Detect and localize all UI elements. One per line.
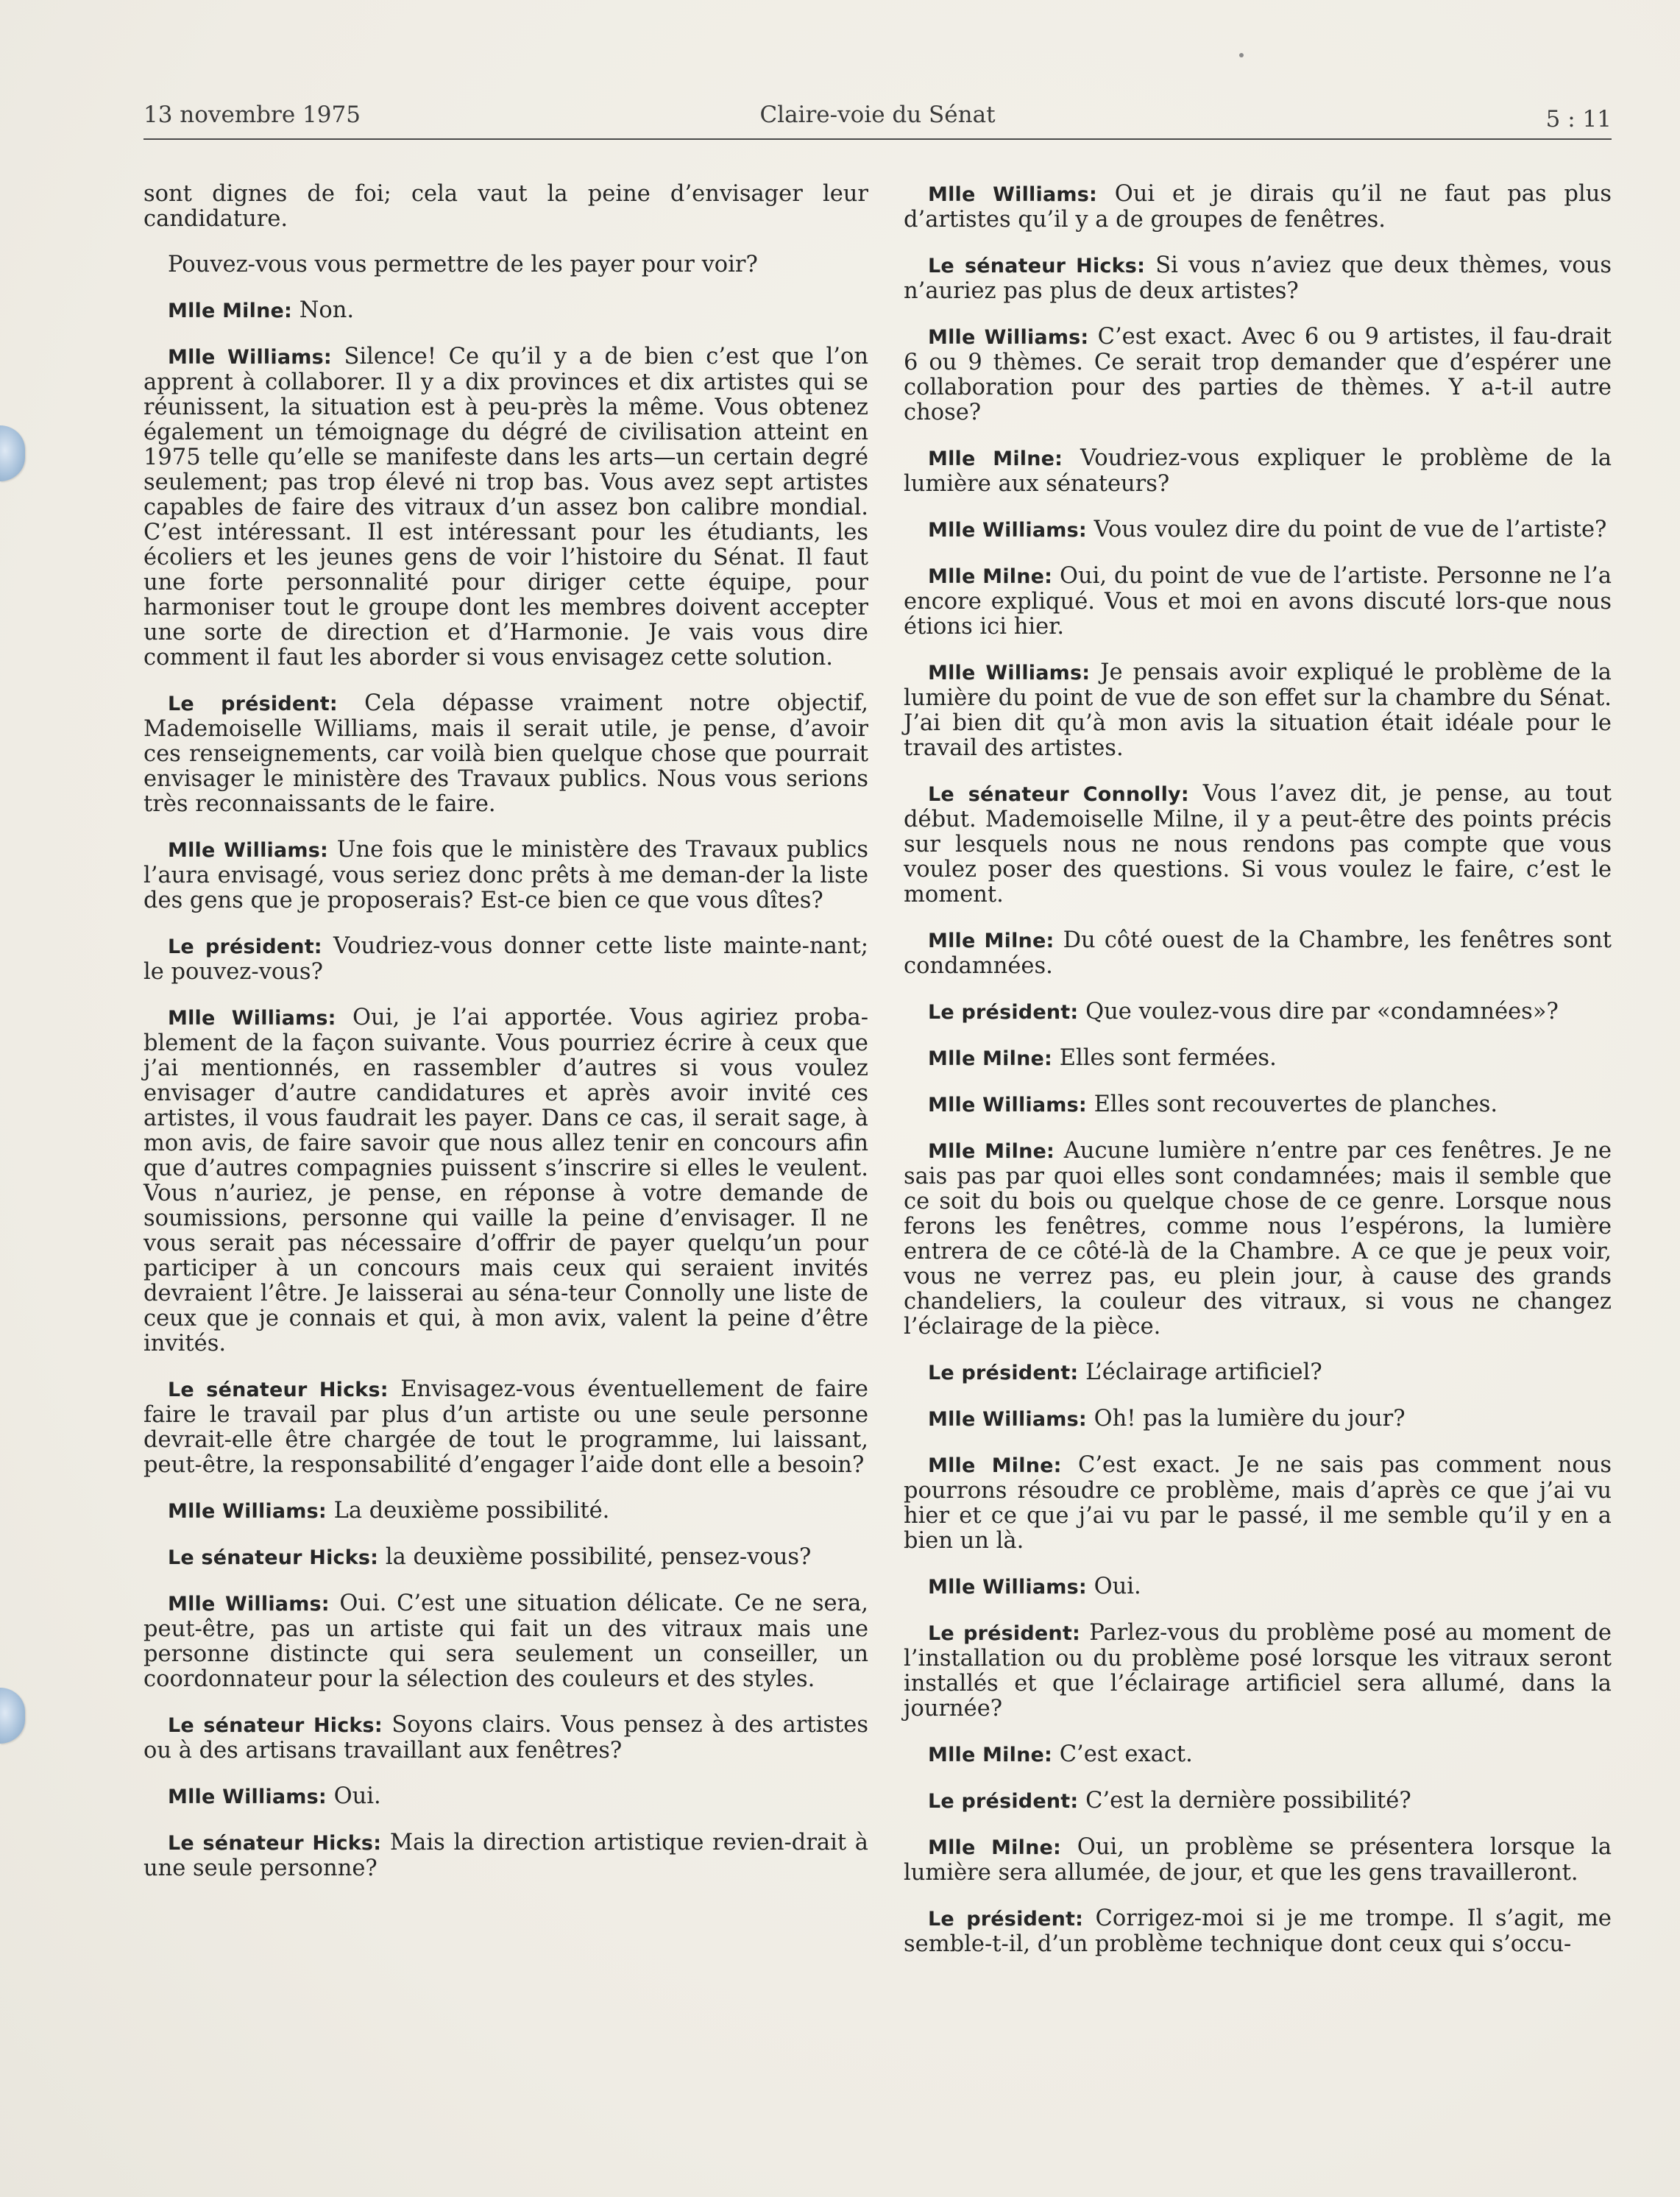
paragraph-text: Oui. xyxy=(1086,1574,1141,1599)
transcript-paragraph xyxy=(904,660,1612,761)
paragraph-text: Voudriez-vous expliquer le problème de la lumière aux sénateurs? xyxy=(904,445,1612,497)
paragraph-text: Si vous n’aviez que deux thèmes, vous n’auriez pas plus de deux artistes? xyxy=(904,252,1612,304)
paragraph-text: C’est exact. Avec 6 ou 9 artistes, il fau-drait 6 ou 9 thèmes. Ce serait trop demander que d’espérer une collaboration pour des parties de thèmes. Y a-t-il autre chose? xyxy=(904,324,1612,425)
speaker-name: Le sénateur Connolly: xyxy=(928,783,1189,806)
transcript-paragraph xyxy=(904,1139,1612,1340)
paragraph-text: Je pensais avoir expliqué le problème de la lumière du point de vue de son effet sur la chambre du Sénat. J’ai bien dit qu’à mon avis la situation était idéale pour le travail des artistes. xyxy=(904,659,1612,761)
speaker-name: Mlle Williams: xyxy=(168,1007,336,1030)
paragraph-text: L’éclairage artificiel? xyxy=(1078,1359,1322,1385)
speaker-name: Mlle Milne: xyxy=(928,447,1063,470)
speaker-name: Mlle Milne: xyxy=(928,930,1055,952)
paragraph-text: Du côté ouest de la Chambre, les fenêtres sont condamnées. xyxy=(904,927,1612,979)
speaker-name: Mlle Milne: xyxy=(928,1744,1052,1766)
transcript-paragraph xyxy=(904,517,1612,543)
paragraph-text: C’est exact. Je ne sais pas comment nous pourrons résoudre ce problème, mais d’après ce que j’ai vu hier et ce que j’ai vu par le passé, il me semble qu’il y en a bien un là. xyxy=(904,1452,1612,1554)
transcript-paragraph xyxy=(904,1574,1612,1600)
paragraph-text: Oh! pas la lumière du jour? xyxy=(1086,1406,1406,1432)
binder-hole-top xyxy=(0,425,25,481)
paragraph-text: C’est la dernière possibilité? xyxy=(1078,1788,1411,1814)
speaker-name: Mlle Williams: xyxy=(928,662,1091,684)
speaker-name: Le président: xyxy=(168,693,338,715)
paragraph-text: Non. xyxy=(292,297,355,323)
paragraph-text: Mais la direction artistique revien-drait à une seule personne? xyxy=(143,1830,868,1881)
paragraph-text: Envisagez-vous éventuellement de faire faire le travail par plus d’un artiste ou une seule personne devrait-elle être chargée de tout le programme, lui laissant, peut-être, la responsabilité d’engager l’aide dont elle a besoin? xyxy=(143,1376,868,1478)
transcript-paragraph xyxy=(904,1046,1612,1072)
transcript-paragraph xyxy=(143,252,868,277)
speaker-name: Mlle Williams: xyxy=(168,1786,327,1808)
speaker-name: Mlle Williams: xyxy=(928,183,1097,206)
speaker-name: Le sénateur Hicks: xyxy=(928,255,1146,277)
transcript-paragraph xyxy=(143,934,868,985)
speaker-name: Le président: xyxy=(928,1790,1079,1813)
transcript-paragraph xyxy=(904,446,1612,497)
transcript-paragraph xyxy=(143,838,868,913)
transcript-paragraph xyxy=(143,1005,868,1356)
transcript-paragraph xyxy=(143,1499,868,1524)
speaker-name: Mlle Milne: xyxy=(168,300,292,322)
paragraph-text: Voudriez-vous donner cette liste mainte-nant; le pouvez-vous? xyxy=(143,933,868,985)
paragraph-text: Elles sont fermées. xyxy=(1052,1045,1277,1071)
speaker-name: Mlle Milne: xyxy=(928,565,1053,588)
speaker-name: Mlle Williams: xyxy=(168,346,332,369)
transcript-paragraph xyxy=(143,1545,868,1571)
speaker-name: Le président: xyxy=(928,1001,1079,1024)
running-header xyxy=(143,102,1612,138)
header-rule xyxy=(143,138,1612,140)
speaker-name: Mlle Williams: xyxy=(928,1576,1087,1599)
speaker-name: Mlle Williams: xyxy=(928,1094,1087,1117)
paragraph-text: Une fois que le ministère des Travaux publics l’aura envisagé, vous seriez donc prêts à me deman-der la liste des gens que je proposerais? Est-ce bien ce que vous dîtes? xyxy=(143,837,868,913)
transcript-paragraph xyxy=(904,1453,1612,1554)
transcript-paragraph xyxy=(904,1092,1612,1118)
transcript-paragraph xyxy=(143,1591,868,1692)
left-column xyxy=(143,182,868,1902)
transcript-paragraph xyxy=(904,1906,1612,1957)
paragraph-text: Oui. C’est une situation délicate. Ce ne sera, peut-être, pas un artiste qui fait un des vitraux mais une personne distincte qui sera seulement un conseiller, un coordonnateur pour la sélection des couleurs et des styles. xyxy=(143,1591,868,1692)
paragraph-text: Oui, un problème se présentera lorsque la lumière sera allumée, de jour, et que les gens travailleront. xyxy=(904,1834,1612,1886)
speaker-name: Mlle Williams: xyxy=(168,1593,330,1616)
transcript-paragraph xyxy=(904,928,1612,979)
paragraph-text: Aucune lumière n’entre par ces fenêtres. Je ne sais pas par quoi elles sont condamnées; mais il semble que ce soit du bois ou quelque chose de ce genre. Lorsque nous ferons les fenêtres, comme nous l’espérons, la lumière entrera de ce côté-là de la Chambre. A ce que je peux voir, vous ne verrez pas, eu plein jour, à cause des grands chandeliers, la couleur des vitraux, si vous ne changez l’éclairage de la pièce. xyxy=(904,1138,1612,1340)
speaker-name: Le sénateur Hicks: xyxy=(168,1714,383,1737)
paragraph-text: Corrigez-moi si je me trompe. Il s’agit, me semble-t-il, d’un problème technique dont ceux qui s’occu- xyxy=(904,1906,1612,1957)
paragraph-text: sont dignes de foi; cela vaut la peine d’envisager leur candidature. xyxy=(143,181,868,232)
speaker-name: Mlle Milne: xyxy=(928,1836,1062,1859)
right-column xyxy=(904,182,1612,1978)
speaker-name: Le président: xyxy=(928,1362,1079,1384)
speaker-name: Le sénateur Hicks: xyxy=(168,1379,389,1401)
speaker-name: Le président: xyxy=(168,935,322,958)
transcript-paragraph xyxy=(143,1784,868,1810)
paragraph-text: Cela dépasse vraiment notre objectif, Mademoiselle Williams, mais il serait utile, je pense, d’avoir ces renseignements, car voilà bien quelque chose que pourrait envisager le ministère des Travaux publics. Nous vous serions très reconnaissants de le faire. xyxy=(143,690,868,817)
speaker-name: Le sénateur Hicks: xyxy=(168,1546,379,1569)
speaker-name: Le président: xyxy=(928,1908,1084,1931)
binder-hole-bottom xyxy=(0,1688,25,1744)
speaker-name: Mlle Williams: xyxy=(928,326,1089,349)
paragraph-text: Que voulez-vous dire par «condamnées»? xyxy=(1078,999,1559,1025)
transcript-paragraph xyxy=(143,298,868,324)
transcript-paragraph xyxy=(904,253,1612,304)
paragraph-text: Parlez-vous du problème posé au moment de l’installation ou du problème posé lorsque les vitraux seront installés et que l’éclairage artificiel sera allumé, dans la journée? xyxy=(904,1620,1612,1722)
transcript-paragraph xyxy=(143,1830,868,1881)
speaker-name: Mlle Milne: xyxy=(928,1140,1055,1163)
speaker-name: Mlle Williams: xyxy=(928,1408,1087,1431)
transcript-paragraph xyxy=(904,782,1612,908)
speaker-name: Mlle Williams: xyxy=(168,1500,327,1523)
transcript-paragraph xyxy=(143,1377,868,1478)
paragraph-text: Soyons clairs. Vous pensez à des artistes ou à des artisans travaillant aux fenêtres? xyxy=(143,1712,868,1763)
transcript-paragraph xyxy=(904,1742,1612,1768)
transcript-paragraph xyxy=(904,1789,1612,1814)
speaker-name: Mlle Milne: xyxy=(928,1047,1052,1070)
transcript-paragraph xyxy=(904,1360,1612,1386)
transcript-paragraph xyxy=(143,344,868,671)
header-title: Claire-voie du Sénat xyxy=(759,102,996,128)
header-date: 13 novembre 1975 xyxy=(143,102,361,128)
transcript-paragraph xyxy=(904,1407,1612,1432)
transcript-paragraph xyxy=(904,564,1612,640)
paragraph-text: Silence! Ce qu’il y a de bien c’est que l’on apprent à collaborer. Il y a dix provinces et dix artistes qui se réunissent, la situation est à peu-près la même. Vous obtenez également un témoignage du dégré de civilisation atteint en 1975 telle qu’elle se manifeste dans les arts—un certain degré seulement; pas trop élevé ni trop bas. Vous avez sept artistes capables de faire des vitraux d’un assez bon calibre mondial. C’est intéressant. Il est intéressant pour les étudiants, les écoliers et les jeunes gens de voir l’histoire du Sénat. Il faut une forte personnalité pour diriger cette équipe, pour harmoniser tout le groupe dont les membres doivent accepter une sorte de direction et d’Harmonie. Je vais vous dire comment il faut les aborder si vous envisagez cette solution. xyxy=(143,344,868,671)
speaker-name: Le sénateur Hicks: xyxy=(168,1832,382,1855)
speaker-name: Mlle Williams: xyxy=(168,839,329,862)
paragraph-text: Vous voulez dire du point de vue de l’artiste? xyxy=(1086,517,1607,542)
paragraph-text: Elles sont recouvertes de planches. xyxy=(1086,1092,1498,1117)
speaker-name: Le président: xyxy=(928,1622,1080,1645)
speaker-name: Mlle Williams: xyxy=(928,519,1087,542)
paragraph-text: Oui et je dirais qu’il ne faut pas plus d’artistes qu’il y a de groupes de fenêtres. xyxy=(904,181,1612,233)
paragraph-text: Oui, du point de vue de l’artiste. Personne ne l’a encore expliqué. Vous et moi en avons discuté lors-que nous étions ici hier. xyxy=(904,563,1612,640)
paragraph-text: C’est exact. xyxy=(1052,1741,1193,1767)
page-number: 5 : 11 xyxy=(1545,106,1612,132)
transcript-paragraph xyxy=(143,182,868,232)
paragraph-text: Oui. xyxy=(326,1783,381,1809)
paragraph-text: Pouvez-vous vous permettre de les payer pour voir? xyxy=(168,252,758,277)
transcript-paragraph xyxy=(904,1000,1612,1025)
transcript-paragraph xyxy=(904,182,1612,233)
paper-speck xyxy=(1239,53,1244,57)
speaker-name: Mlle Milne: xyxy=(928,1454,1062,1477)
transcript-paragraph xyxy=(904,1621,1612,1722)
paragraph-text: la deuxième possibilité, pensez-vous? xyxy=(378,1544,812,1570)
transcript-paragraph xyxy=(143,1713,868,1763)
transcript-paragraph xyxy=(143,691,868,817)
paragraph-text: La deuxième possibilité. xyxy=(326,1498,610,1524)
paragraph-text: Vous l’avez dit, je pense, au tout début. Mademoiselle Milne, il y a peut-être des points précis sur lesquels nous ne nous rendons pas compte que vous voulez poser des questions. Si vous voulez le faire, c’est le moment. xyxy=(904,781,1612,908)
transcript-paragraph xyxy=(904,325,1612,425)
paragraph-text: Oui, je l’ai apportée. Vous agiriez proba-blement de la façon suivante. Vous pourriez écrire à ceux que j’ai mentionnés, en rassembler d’autres si vous voulez envisager d’autre candidatures et après avoir invité ces artistes, il vous faudrait les payer. Dans ce cas, il serait sage, à mon avis, de faire savoir que nous allez tenir en concours afin que d’autres compagnies puissent s’inscrire si elles le veulent. Vous n’auriez, je pense, en réponse à votre demande de soumissions, personne qui vaille la peine d’envisager. Il ne vous serait pas nécessaire d’offrir de payer quelqu’un pour participer à un concours mais ceux qui seraient invités devraient l’être. Je laisserai au séna-teur Connolly une liste de ceux que je connais et qui, à mon avix, valent la peine d’être invités. xyxy=(143,1005,868,1356)
transcript-paragraph xyxy=(904,1835,1612,1886)
